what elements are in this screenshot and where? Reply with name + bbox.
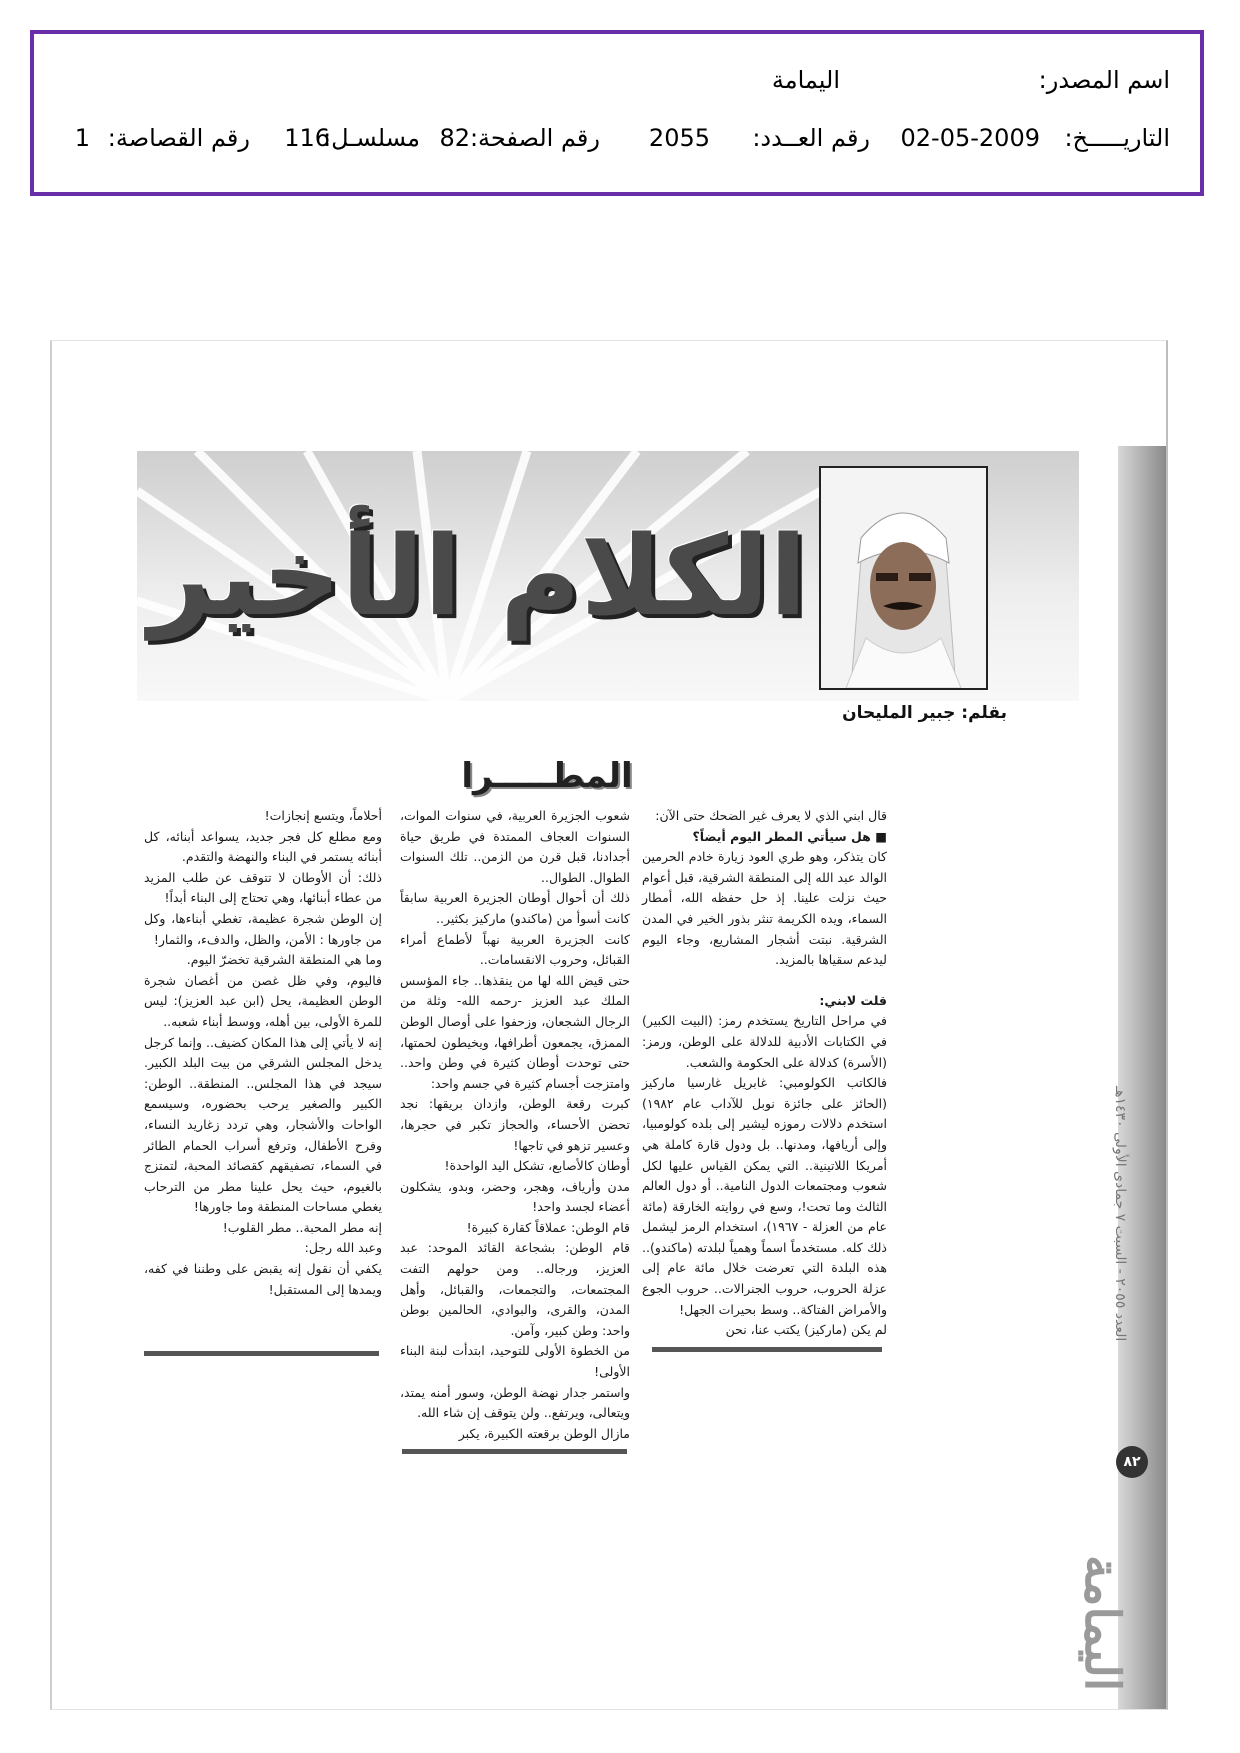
author-photo	[819, 466, 988, 690]
metadata-row-details	[64, 124, 1170, 164]
paragraph: حتى قيض الله لها من ينقذها.. جاء المؤسس الملك عبد العزيز -رحمه الله- وثلة من الرجال الشجعان، وزحفوا على أوصال الوطن الممزق، يجمعون أطرافها، ويخيطون لحمتها، حتى توحدت أوطان كثيرة في وطن واحد.. وامتزجت أجسام كثيرة في جسم واحد:	[400, 972, 630, 1091]
scanned-page	[50, 340, 1168, 1710]
paragraph: في مراحل التاريخ يستخدم رمز: (البيت الكبير) في الكتابات الأدبية للدلالة على الوطن، ورمز: (الأسرة) كدلالة على الحكومة والشعب.	[642, 1013, 887, 1070]
paragraph: لم يكن (ماركيز) يكتب عنا، نحن	[725, 1322, 887, 1338]
paragraph: ■ هل سيأتي المطر اليوم أيضاً؟	[692, 828, 887, 844]
paragraph: قام الوطن: عملاقاً كقارة كبيرة!	[466, 1219, 630, 1235]
paragraph: واستمر جدار نهضة الوطن، وسور أمنه يمتد، ويتعالى، ويرتفع.. ولن يتوقف إن شاء الله.	[400, 1384, 630, 1421]
article-column-2	[400, 806, 630, 1444]
date-label: التاريـــــخ:	[1064, 124, 1170, 152]
source-label: اسم المصدر:	[1038, 66, 1170, 94]
paragraph: ومع مطلع كل فجر جديد، يسواعد أبنائه، كل أبنائه يستمر في البناء والنهضة والتقدم.	[144, 828, 382, 865]
magazine-sidebar	[1074, 446, 1166, 1710]
serial-value: 116	[284, 124, 330, 152]
paragraph: وعبد الله رجل:	[304, 1240, 382, 1256]
paragraph: أوطان كالأصابع، تشكل اليد الواحدة!	[444, 1158, 630, 1174]
column-title: الكلام الأخير	[148, 512, 807, 640]
issue-line: العدد ٢٠٥٥ - السبت ٧ جمادى الأولى ١٤٣٠هـ	[1112, 1086, 1128, 1342]
paragraph: كان يتذكر، وهو طري العود زيارة خادم الحرمين الوالد عبد الله إلى المنطقة الشرقية، قبل أعوام حيث نزلت علينا. إذ حل حفظه الله، أمطار السماء، ويده الكريمة تنثر بذور الخير في المدن الشرقية. نبتت أشجار المشاريع، وجاء اليوم ليدعم سقياها بالمزيد.	[642, 849, 887, 968]
paragraph: فاليوم، وفي ظل غصن من أغصان شجرة الوطن العظيمة، يحل (ابن عبد العزيز): ليس للمرة الأولى، بين أهله، ووسط أبناء شعبه..	[144, 972, 382, 1029]
paragraph: فالكاتب الكولومبي: غابريل غارسيا ماركيز (الحائز على جائزة نوبل للآداب عام ١٩٨٢) استخدم دلالات رموزه ليشير إلى بلده كولومبيا، وإلى أريافها، ومدنها.. بل ودول قارة كاملة هي أمريكا اللاتينية.. التي يمكن القياس عليها لكل شعوب ومجتمعات الدول النامية.. أو دول العالم الثالث وما تحت!، وسع في روايته الخارقة (مائة عام من العزلة - ١٩٦٧)، استخدام الرمز ليشمل ذلك كله. مستخدماً اسماً وهمياً لبلدته (ماكندو).. هذه البلدة التي تعرضت خلال مائة عام إلى عزلة الحروب، حروب الجنرالات.. حروب الجوع والأمراض الفتاكة.. وسط بحيرات الجهل!	[642, 1075, 887, 1317]
article-column-1	[642, 806, 887, 1341]
metadata-box	[30, 30, 1204, 196]
paragraph: كبرت رقعة الوطن، وازدان بريقها: نجد تحضن الأحساء، والحجاز تكبر في حجرها، وعسير تزهو في تاجها!	[400, 1096, 630, 1153]
column-end-rule	[652, 1347, 882, 1352]
date-value: 02-05-2009	[900, 124, 1040, 152]
paragraph: مازال الوطن برقعته الكبيرة، يكبر	[458, 1425, 630, 1441]
paragraph: وما هي المنطقة الشرقية تخضرّ اليوم.	[186, 952, 382, 968]
column-end-rule	[144, 1351, 379, 1356]
article-title: المطـــــرا	[461, 756, 633, 796]
paragraph: قلت لابني:	[819, 992, 887, 1008]
metadata-row-source	[64, 66, 1170, 106]
source-value: اليمامة	[771, 66, 840, 94]
paragraph: يكفي أن نقول إنه يقبض على وطننا في كفه، ويمدها إلى المستقبل!	[144, 1261, 382, 1297]
page-label: رقم الصفحة:	[469, 124, 600, 152]
serial-label: مسلسـل:	[323, 124, 420, 152]
paragraph: كانت الجزيرة العربية نهباً لأطماع أمراء القبائل، وحروب الانقسامات..	[400, 931, 630, 968]
clip-label: رقم القصاصة:	[107, 124, 250, 152]
paragraph: قام الوطن: بشجاعة القائد الموحد: عبد العزيز، ورجاله.. ومن حولهم التفت المجتمعات، والتجمعات، والقبائل، وأهل المدن، والقرى، والبوادي، الحالمين بوطن واحد: وطن كبير، وآمن.	[400, 1240, 630, 1338]
paragraph: إن الوطن شجرة عظيمة، تغطي أبناءها، وكل من جاورها : الأمن، والظل، والدفء، والثمار!	[144, 910, 382, 947]
issue-label: رقم العــدد:	[752, 124, 870, 152]
issue-value: 2055	[648, 124, 710, 152]
paragraph: ذلك: أن الأوطان لا تتوقف عن طلب المزيد من عطاء أبنائها، وهي تحتاج إلى البناء أبداً!	[144, 869, 382, 906]
paragraph: قال ابني الذي لا يعرف غير الضحك حتى الآن:	[655, 808, 887, 823]
paragraph: من الخطوة الأولى للتوحيد، ابتدأت لبنة البناء الأولى!	[400, 1343, 630, 1380]
paragraph: ذلك أن أحوال أوطان الجزيرة العربية سابقاً كانت أسوأ من (ماكندو) ماركيز بكثير..	[400, 890, 630, 926]
paragraph: شعوب الجزيرة العربية، في سنوات الموات، السنوات العجاف الممتدة في طريق حياة أجدادنا، قبل قرن من الزمن.. تلك السنوات الطوال. الطوال..	[400, 808, 630, 885]
paragraph: إنه مطر المحبة.. مطر القلوب!	[222, 1219, 382, 1235]
paragraph: إنه لا يأتي إلى هذا المكان كضيف.. وإنما كرجل يدخل المجلس الشرقي من بيت البلد الكبير. سيجد في هذا المجلس.. المنطقة.. الوطن: الكبير والصغير يرحب بحضوره، وسيسمع الواحات والأشجار، وهي تردد زغاريد النساء، وفرح الأطفال، وترفع أسراب الحمام الطائر في السماء، تصفيقهم كقصائد المحبة، لتمتزج بالغيوم، حيث يحل علينا مطر من الترحاب يغطي مساحات المنطقة وما جاورها!	[144, 1034, 382, 1215]
paragraph: أحلاماً، ويتسع إنجازات!	[264, 808, 382, 823]
clip-value: 1	[74, 124, 90, 152]
magazine-brand: اليمامة	[1074, 1554, 1130, 1691]
article-column-3	[144, 806, 382, 1300]
column-end-rule	[402, 1449, 627, 1454]
byline: بقلم: جبير المليحان	[842, 703, 1007, 723]
page-value: 82	[439, 124, 470, 152]
page-number-badge: ٨٢	[1116, 1446, 1148, 1478]
paragraph: مدن وأرياف، وهجر، وحضر، وبدو، يشكلون أعضاء لجسد واحد!	[400, 1178, 630, 1215]
